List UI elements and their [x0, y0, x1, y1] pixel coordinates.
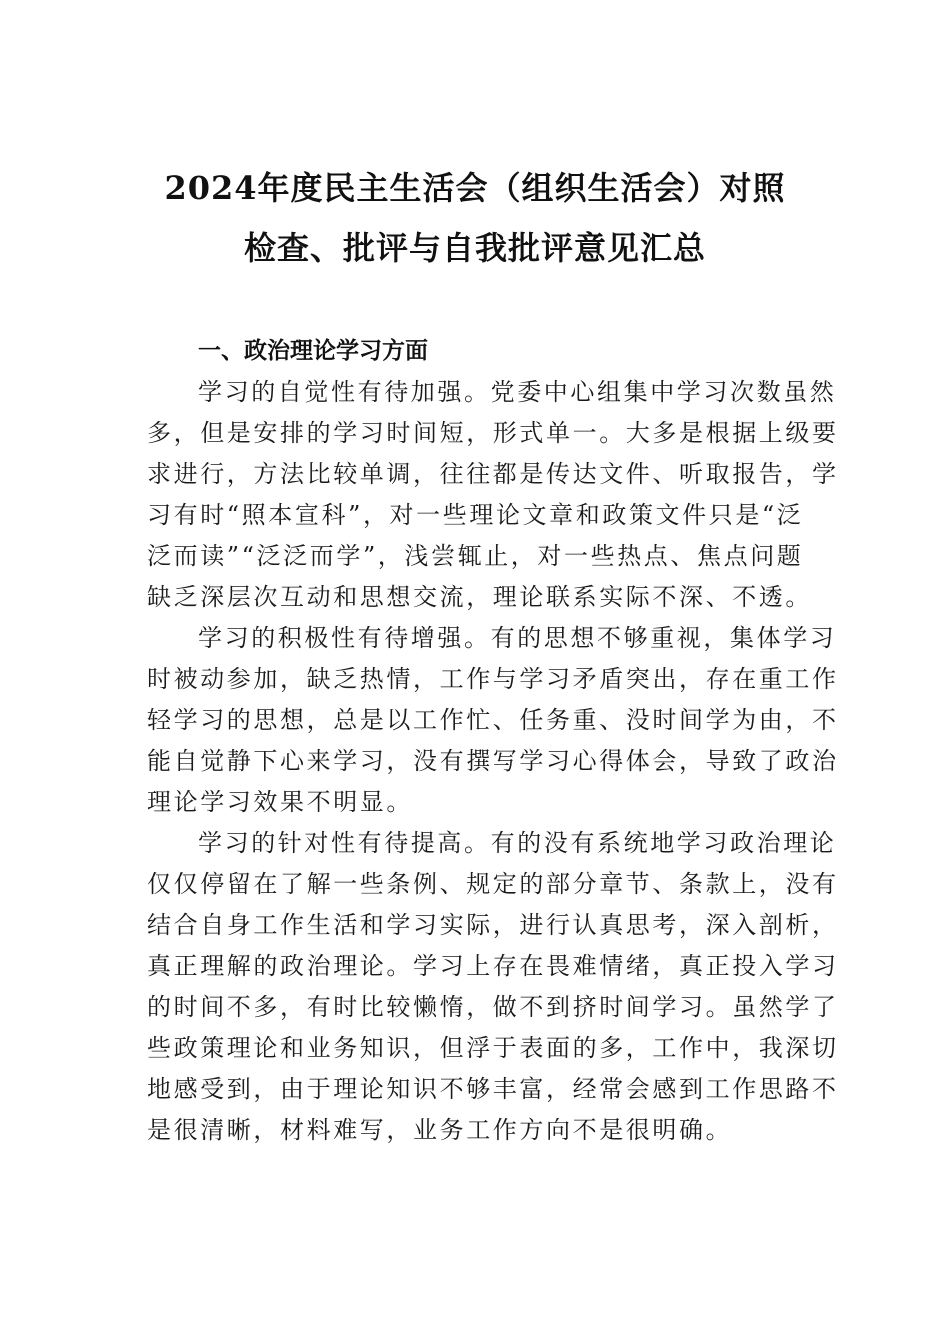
paragraph-2: [147, 618, 839, 823]
paragraph-line: 缺乏深层次互动和思想交流，理论联系实际不深、不透。: [147, 583, 812, 611]
paragraph-line: 多，但是安排的学习时间短，形式单一。大多是根据上级要: [147, 419, 839, 447]
paragraph-1: [147, 372, 839, 618]
paragraph-line: 地感受到，由于理论知识不够丰富，经常会感到工作思路不: [147, 1075, 839, 1103]
title-line-1: 2024年度民主生活会（组织生活会）对照: [164, 169, 786, 207]
paragraph-line: 真正理解的政治理论。学习上存在畏难情绪，真正投入学习: [147, 952, 839, 980]
paragraph-line: 些政策理论和业务知识，但浮于表面的多，工作中，我深切: [147, 1034, 839, 1062]
paragraph-line: 仅仅停留在了解一些条例、规定的部分章节、条款上，没有: [147, 870, 839, 898]
paragraph-3: [147, 823, 839, 1151]
section-heading: 一、政治理论学习方面: [198, 338, 428, 364]
paragraph-line: 是很清晰，材料难写，业务工作方向不是很明确。: [147, 1116, 733, 1144]
document-title: [120, 158, 830, 278]
paragraph-line: 泛而读”“泛泛而学”，浅尝辄止，对一些热点、焦点问题: [147, 542, 804, 570]
paragraph-line: 学习的自觉性有待加强。党委中心组集中学习次数虽然: [198, 378, 837, 406]
paragraph-line: 学习的积极性有待增强。有的思想不够重视，集体学习: [198, 624, 837, 652]
paragraph-line: 结合自身工作生活和学习实际，进行认真思考，深入剖析，: [147, 911, 839, 939]
paragraph-line: 学习的针对性有待提高。有的没有系统地学习政治理论: [198, 829, 837, 857]
paragraph-line: 能自觉静下心来学习，没有撰写学习心得体会，导致了政治: [147, 747, 839, 775]
paragraph-line: 的时间不多，有时比较懒惰，做不到挤时间学习。虽然学了: [147, 993, 839, 1021]
paragraph-line: 时被动参加，缺乏热情，工作与学习矛盾突出，存在重工作: [147, 665, 839, 693]
paragraph-line: 轻学习的思想，总是以工作忙、任务重、没时间学为由，不: [147, 706, 839, 734]
paragraph-line: 求进行，方法比较单调，往往都是传达文件、听取报告，学: [147, 460, 839, 488]
document-body: [147, 331, 839, 1151]
title-line-2: 检查、批评与自我批评意见汇总: [243, 229, 706, 267]
paragraph-line: 习有时“照本宣科”，对一些理论文章和政策文件只是“泛: [147, 501, 804, 529]
paragraph-line: 理论学习效果不明显。: [147, 788, 413, 816]
